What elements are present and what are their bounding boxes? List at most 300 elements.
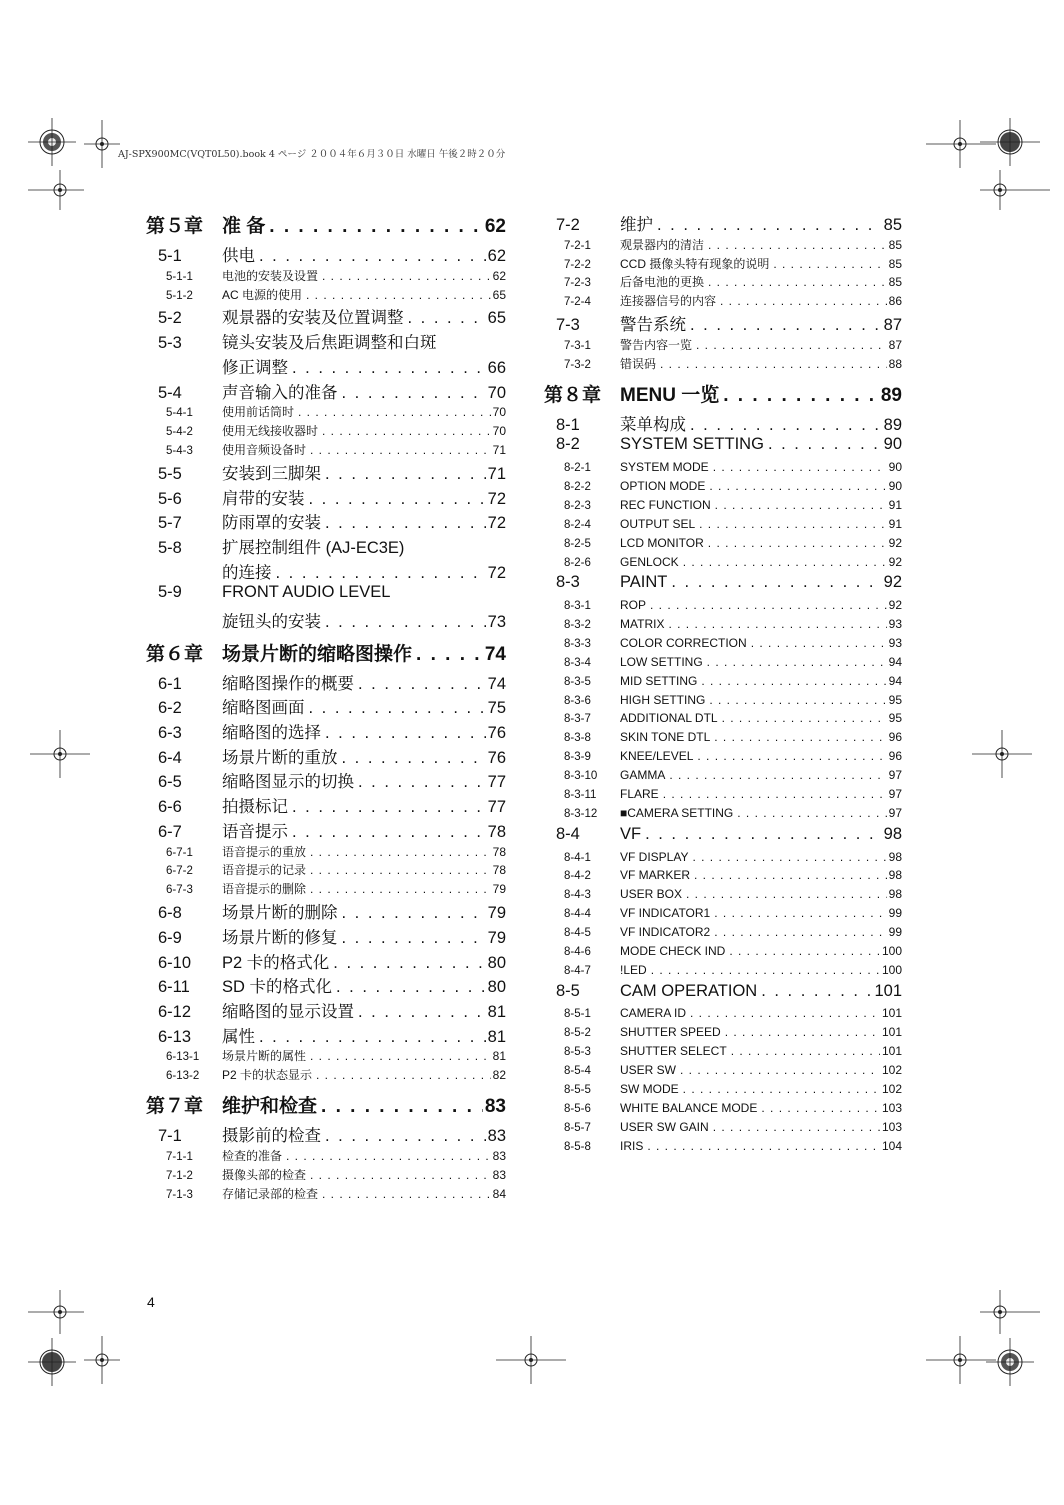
toc-entry-page: 104 — [881, 1138, 902, 1153]
toc-sub-entry[interactable] — [544, 636, 902, 655]
toc-entry-number: 6-10 — [158, 953, 192, 972]
toc-entry-page: 101 — [881, 1044, 902, 1059]
toc-leader-dots — [692, 850, 886, 864]
toc-section-entry[interactable] — [544, 825, 902, 850]
toc-sub-entry[interactable] — [544, 906, 902, 925]
toc-entry-number: 8-3-1 — [564, 600, 591, 613]
toc-entry-page: 85 — [888, 256, 902, 271]
toc-entry-page: 93 — [888, 635, 902, 650]
toc-entry-title: VF INDICATOR1 — [620, 906, 711, 921]
toc-sub-entry[interactable] — [544, 517, 902, 536]
toc-chapter-entry[interactable] — [146, 1091, 506, 1122]
toc-section-entry[interactable] — [146, 608, 506, 633]
toc-entry-title: 使用音频设备时 — [222, 443, 307, 457]
toc-section-entry[interactable] — [146, 242, 506, 267]
toc-entry-page: 92 — [888, 554, 902, 569]
toc-leader-dots — [690, 316, 882, 335]
toc-entry-title: USER SW — [620, 1063, 677, 1078]
toc-section-entry[interactable] — [146, 1122, 506, 1147]
toc-leader-dots — [761, 982, 872, 1001]
toc-leader-dots — [292, 823, 486, 842]
toc-entry-number: 5-1 — [158, 247, 182, 265]
toc-entry-page: 78 — [492, 844, 506, 859]
toc-leader-dots — [651, 963, 880, 977]
toc-sub-entry[interactable] — [146, 441, 506, 460]
toc-sub-entry[interactable] — [544, 674, 902, 693]
toc-entry-page: 71 — [492, 443, 506, 457]
toc-section-entry[interactable] — [146, 485, 506, 510]
toc-entry-page: 70 — [487, 383, 506, 402]
toc-leader-dots — [358, 773, 486, 792]
toc-chapter-entry[interactable] — [544, 380, 902, 411]
toc-leader-dots — [286, 1149, 491, 1163]
toc-entry-title: PAINT — [620, 573, 668, 592]
toc-leader-dots — [358, 1003, 486, 1022]
toc-entry-number: 6-12 — [158, 1002, 192, 1021]
toc-entry-title: P2 卡的状态显示 — [222, 1068, 313, 1083]
toc-entry-number: 8-1 — [556, 415, 580, 434]
toc-entry-number: 8-3-7 — [564, 713, 591, 726]
toc-sub-entry[interactable] — [544, 1044, 902, 1063]
crop-mark-icon — [84, 120, 120, 168]
toc-sub-entry[interactable] — [146, 861, 506, 880]
toc-sub-entry[interactable] — [146, 880, 506, 899]
toc-entry-number: 6-1 — [158, 674, 182, 693]
toc-sub-entry[interactable] — [544, 1025, 902, 1044]
toc-entry-page: 92 — [883, 573, 902, 592]
toc-leader-dots — [707, 655, 887, 669]
toc-sub-entry[interactable] — [544, 730, 902, 749]
toc-leader-dots — [714, 730, 886, 744]
registration-mark-icon — [980, 118, 1050, 210]
toc-sub-entry[interactable] — [544, 787, 902, 806]
toc-section-entry[interactable] — [146, 354, 506, 379]
toc-entry-number: 6-5 — [158, 773, 182, 792]
toc-entry-title: OUTPUT SEL — [620, 516, 696, 531]
toc-entry-title: !LED — [620, 962, 647, 977]
toc-entry-title: SYSTEM SETTING — [620, 435, 764, 454]
toc-sub-entry[interactable] — [544, 1139, 902, 1158]
toc-leader-dots — [342, 749, 486, 768]
toc-sub-entry[interactable] — [544, 1063, 902, 1082]
toc-sub-entry[interactable] — [544, 655, 902, 674]
toc-section-entry[interactable] — [146, 534, 506, 559]
toc-entry-page: 96 — [888, 730, 902, 745]
toc-entry-number: 8-5-7 — [564, 1121, 591, 1134]
toc-section-entry[interactable] — [146, 793, 506, 818]
toc-entry-page: 92 — [888, 535, 902, 550]
toc-entry-page: 83 — [492, 1148, 506, 1163]
toc-entry-page: 101 — [881, 1006, 902, 1021]
toc-section-entry[interactable] — [146, 694, 506, 719]
toc-entry-number: 8-4-2 — [564, 870, 591, 883]
toc-entry-number: 8-4-6 — [564, 945, 591, 958]
toc-entry-page: 70 — [492, 405, 506, 420]
toc-section-entry[interactable] — [146, 924, 506, 949]
toc-sub-entry[interactable] — [146, 1166, 506, 1185]
toc-leader-dots — [663, 787, 887, 801]
toc-sub-entry[interactable] — [146, 267, 506, 286]
toc-entry-number: 6-8 — [158, 904, 182, 923]
toc-entry-number: 8-5-6 — [564, 1102, 591, 1115]
toc-entry-page: 100 — [881, 943, 902, 958]
toc-entry-number: 8-2-4 — [564, 518, 591, 531]
toc-sub-entry[interactable] — [544, 1101, 902, 1120]
toc-entry-title: LOW SETTING — [620, 654, 703, 669]
toc-section-entry[interactable] — [544, 573, 902, 598]
toc-entry-title: FLARE — [620, 787, 659, 802]
toc-section-entry[interactable] — [544, 982, 902, 1007]
toc-leader-dots — [645, 825, 882, 844]
toc-leader-dots — [671, 573, 881, 592]
toc-entry-number: 8-3-2 — [564, 619, 591, 632]
toc-section-entry[interactable] — [544, 311, 902, 336]
toc-leader-dots — [683, 1082, 880, 1096]
toc-entry-page: 91 — [888, 497, 902, 512]
toc-sub-entry[interactable] — [146, 286, 506, 305]
toc-leader-dots — [701, 674, 886, 688]
toc-entry-number: 5-4-3 — [166, 445, 193, 457]
toc-entry-number: 8-4-7 — [564, 964, 591, 977]
toc-entry-page: 98 — [888, 849, 902, 864]
toc-entry-title: SYSTEM MODE — [620, 460, 709, 475]
toc-entry-number: 7-3-1 — [564, 339, 591, 352]
toc-entry-page: 82 — [492, 1068, 506, 1083]
toc-leader-dots — [729, 944, 880, 958]
toc-entry-page: 96 — [888, 749, 902, 764]
toc-entry-number: 8-3-3 — [564, 637, 591, 650]
toc-entry-number: 8-2-3 — [564, 499, 591, 512]
toc-leader-dots — [773, 257, 886, 271]
toc-leader-dots — [647, 1139, 880, 1153]
toc-entry-title: 镜头安装及后焦距调整和白斑 — [222, 334, 437, 353]
toc-section-entry[interactable] — [146, 744, 506, 769]
toc-entry-number: 8-2-6 — [564, 556, 591, 569]
toc-leader-dots — [680, 1063, 880, 1077]
toc-entry-number: 6-13 — [158, 1027, 192, 1046]
toc-leader-dots — [321, 1096, 483, 1118]
toc-leader-dots — [325, 613, 486, 632]
toc-sub-entry[interactable] — [544, 1006, 902, 1025]
toc-entry-title: CAM OPERATION — [620, 981, 758, 1000]
toc-entry-title: 语音提示 — [222, 822, 288, 841]
toc-entry-page: 75 — [487, 699, 506, 718]
toc-entry-title: 维护和检查 — [222, 1096, 318, 1118]
toc-entry-number: 7-1 — [158, 1127, 182, 1146]
toc-leader-dots — [322, 1187, 491, 1201]
toc-entry-title: CCD 摄像头特有现象的说明 — [620, 256, 770, 271]
toc-sub-entry[interactable] — [544, 598, 902, 617]
toc-column-left — [146, 211, 506, 1203]
toc-entry-title: MID SETTING — [620, 673, 698, 688]
toc-sub-entry[interactable] — [544, 479, 902, 498]
toc-entry-title: SD 卡的格式化 — [222, 978, 333, 997]
toc-entry-title: 观景器内的清洁 — [620, 237, 705, 252]
toc-entry-number: 6-7-3 — [166, 884, 193, 897]
toc-entry-title: 属性 — [222, 1027, 255, 1046]
toc-entry-number: 5-1-1 — [166, 270, 193, 283]
toc-sub-entry[interactable] — [544, 336, 902, 355]
toc-entry-title: 检查的准备 — [222, 1148, 283, 1163]
toc-leader-dots — [322, 269, 491, 283]
toc-leader-dots — [696, 338, 887, 352]
toc-chapter-entry[interactable] — [146, 211, 506, 242]
toc-sub-entry[interactable] — [146, 1066, 506, 1085]
toc-entry-page: 101 — [874, 981, 902, 1000]
toc-entry-title: 连接器信号的内容 — [620, 294, 717, 309]
toc-entry-title: 缩略图画面 — [222, 699, 305, 718]
toc-leader-dots — [725, 1025, 880, 1039]
toc-sub-entry[interactable] — [544, 555, 902, 574]
toc-leader-dots — [694, 868, 887, 882]
toc-entry-page: 78 — [487, 822, 506, 841]
toc-sub-entry[interactable] — [544, 850, 902, 869]
toc-entry-page: 83 — [484, 1096, 506, 1118]
toc-entry-number: 6-7-1 — [166, 846, 193, 859]
toc-entry-title: IRIS — [620, 1138, 644, 1153]
toc-entry-page: 74 — [487, 674, 506, 693]
toc-sub-entry[interactable] — [544, 711, 902, 730]
toc-sub-entry[interactable] — [146, 1185, 506, 1204]
toc-entry-number: 6-11 — [158, 978, 190, 997]
toc-section-entry[interactable] — [146, 768, 506, 793]
toc-section-entry[interactable] — [544, 435, 902, 460]
toc-entry-page: 92 — [888, 598, 902, 613]
toc-leader-dots — [690, 1006, 880, 1020]
toc-entry-page: 103 — [881, 1100, 902, 1115]
crop-mark-icon — [496, 1336, 566, 1384]
toc-sub-entry[interactable] — [544, 255, 902, 274]
toc-leader-dots — [408, 309, 486, 328]
toc-leader-dots — [342, 384, 486, 403]
toc-entry-number: 7-1-2 — [166, 1169, 193, 1182]
toc-sub-entry[interactable] — [544, 292, 902, 311]
toc-entry-page: 102 — [881, 1063, 902, 1078]
toc-section-entry[interactable] — [146, 973, 506, 998]
toc-leader-dots — [731, 1044, 880, 1058]
toc-entry-title: 语音提示的删除 — [222, 882, 307, 897]
toc-entry-page: 76 — [487, 748, 506, 767]
toc-entry-title: COLOR CORRECTION — [620, 635, 747, 650]
page-number: 4 — [147, 1294, 155, 1310]
toc-entry-page: 91 — [888, 516, 902, 531]
toc-entry-title: 缩略图的显示设置 — [222, 1002, 354, 1021]
toc-section-entry[interactable] — [146, 559, 506, 584]
toc-entry-title: SW MODE — [620, 1081, 679, 1096]
toc-entry-page: 102 — [881, 1081, 902, 1096]
toc-entry-page: 94 — [888, 654, 902, 669]
toc-leader-dots — [306, 288, 491, 302]
toc-sub-entry[interactable] — [544, 944, 902, 963]
toc-sub-entry[interactable] — [544, 1120, 902, 1139]
toc-sub-entry[interactable] — [146, 403, 506, 422]
toc-entry-page: 72 — [487, 514, 506, 533]
print-header-line: AJ-SPX900MC(VQT0L50).book 4 ページ ２００４年６月３０日 水曜日 午後２時２０分 — [118, 149, 506, 160]
toc-entry-page: 62 — [492, 268, 506, 283]
toc-sub-entry[interactable] — [146, 422, 506, 441]
toc-leader-dots — [668, 617, 886, 631]
toc-entry-number: 8-4-3 — [564, 889, 591, 902]
toc-section-entry[interactable] — [146, 670, 506, 695]
toc-leader-dots — [310, 1168, 491, 1182]
toc-section-entry[interactable] — [146, 509, 506, 534]
toc-entry-page: 71 — [487, 464, 506, 483]
toc-chapter-entry[interactable] — [146, 639, 506, 670]
toc-entry-page: 98 — [883, 824, 902, 843]
toc-leader-dots — [322, 424, 491, 438]
toc-entry-page: 89 — [880, 384, 902, 406]
toc-leader-dots — [714, 906, 886, 920]
toc-leader-dots — [316, 1068, 491, 1082]
toc-section-entry[interactable] — [544, 211, 902, 236]
toc-leader-dots — [768, 435, 882, 454]
toc-sub-entry[interactable] — [544, 693, 902, 712]
toc-leader-dots — [292, 359, 486, 378]
toc-entry-number: 5-7 — [158, 514, 182, 533]
toc-leader-dots — [325, 514, 486, 533]
toc-leader-dots — [709, 479, 886, 493]
toc-entry-title: SHUTTER SELECT — [620, 1044, 727, 1059]
toc-sub-entry[interactable] — [544, 887, 902, 906]
toc-entry-title: 维护 — [620, 216, 653, 234]
registration-mark-icon — [20, 118, 84, 210]
toc-entry-number: 8-3-5 — [564, 675, 591, 688]
toc-leader-dots — [708, 238, 887, 252]
toc-entry-title: 扩展控制组件 (AJ-EC3E) — [222, 538, 405, 557]
toc-leader-dots — [683, 555, 887, 569]
toc-entry-title: MODE CHECK IND — [620, 943, 726, 958]
toc-entry-number: 第５章 — [146, 216, 204, 237]
toc-sub-entry[interactable] — [544, 806, 902, 825]
toc-leader-dots — [333, 954, 485, 973]
crop-mark-icon — [84, 1336, 120, 1384]
toc-sub-entry[interactable] — [146, 843, 506, 862]
toc-section-entry[interactable] — [146, 818, 506, 843]
toc-sub-entry[interactable] — [544, 1082, 902, 1101]
toc-entry-title: CAMERA ID — [620, 1006, 687, 1021]
toc-section-entry[interactable] — [146, 329, 506, 354]
toc-leader-dots — [650, 598, 887, 612]
toc-leader-dots — [309, 699, 486, 718]
toc-entry-title: 场景片断的删除 — [222, 904, 338, 923]
toc-leader-dots — [720, 294, 887, 308]
toc-entry-title: 警告系统 — [620, 316, 686, 335]
toc-section-entry[interactable] — [146, 719, 506, 744]
toc-sub-entry[interactable] — [146, 1047, 506, 1066]
toc-entry-page: 81 — [487, 1002, 506, 1021]
toc-sub-entry[interactable] — [146, 1147, 506, 1166]
toc-entry-number: 6-3 — [158, 724, 182, 743]
toc-entry-title: GENLOCK — [620, 554, 679, 569]
toc-section-entry[interactable] — [544, 411, 902, 436]
toc-sub-entry[interactable] — [544, 498, 902, 517]
toc-leader-dots — [336, 978, 486, 997]
toc-entry-number: 8-2-1 — [564, 462, 591, 475]
toc-entry-number: 5-3 — [158, 334, 182, 353]
toc-entry-number: 6-6 — [158, 798, 182, 817]
toc-leader-dots — [325, 1127, 486, 1146]
toc-sub-entry[interactable] — [544, 768, 902, 787]
toc-leader-dots — [358, 675, 486, 694]
toc-entry-page: 66 — [487, 358, 506, 377]
toc-entry-number: 8-3 — [556, 573, 580, 592]
toc-sub-entry[interactable] — [544, 236, 902, 255]
toc-leader-dots — [298, 405, 491, 419]
toc-entry-number: 5-8 — [158, 538, 182, 557]
toc-entry-page: 77 — [487, 773, 506, 792]
toc-section-entry[interactable] — [146, 899, 506, 924]
toc-section-entry[interactable] — [146, 460, 506, 485]
toc-entry-title: 缩略图操作的概要 — [222, 674, 354, 693]
toc-section-entry[interactable] — [146, 379, 506, 404]
toc-entry-page: 88 — [888, 356, 902, 371]
toc-entry-title: 场景片断的属性 — [222, 1049, 307, 1064]
toc-entry-page: 99 — [888, 906, 902, 921]
toc-leader-dots — [660, 357, 887, 371]
toc-leader-dots — [669, 768, 886, 782]
toc-entry-title: 菜单构成 — [620, 415, 686, 434]
toc-leader-dots — [714, 925, 886, 939]
toc-entry-page: 93 — [888, 617, 902, 632]
toc-entry-title: 旋钮头的安装 — [222, 613, 321, 632]
toc-entry-title: HIGH SETTING — [620, 692, 706, 707]
toc-entry-title: ■CAMERA SETTING — [620, 805, 734, 820]
toc-entry-title: 错误码 — [620, 356, 657, 371]
toc-entry-number: 7-2-3 — [564, 277, 591, 290]
toc-entry-page: 97 — [888, 768, 902, 783]
toc-entry-title: 语音提示的记录 — [222, 863, 307, 878]
toc-leader-dots — [722, 711, 887, 725]
toc-entry-number: 8-3-6 — [564, 694, 591, 707]
toc-entry-title: MENU 一览 — [620, 384, 720, 406]
toc-entry-number: 8-3-8 — [564, 732, 591, 745]
toc-sub-entry[interactable] — [544, 460, 902, 479]
toc-entry-number: 8-3-4 — [564, 656, 591, 669]
toc-entry-title: 缩略图的选择 — [222, 724, 321, 743]
toc-entry-page: 79 — [487, 904, 506, 923]
toc-sub-entry[interactable] — [544, 536, 902, 555]
toc-entry-number: 6-13-1 — [166, 1051, 200, 1064]
toc-sub-entry[interactable] — [544, 749, 902, 768]
toc-sub-entry[interactable] — [544, 273, 902, 292]
toc-leader-dots — [309, 490, 486, 509]
toc-sub-entry[interactable] — [544, 617, 902, 636]
toc-entry-title: 场景片断的缩略图操作 — [222, 643, 413, 665]
toc-entry-page: 97 — [888, 787, 902, 802]
toc-entry-number: 6-9 — [158, 928, 182, 947]
toc-section-entry[interactable] — [146, 304, 506, 329]
toc-section-entry[interactable] — [146, 998, 506, 1023]
toc-entry-number: 第８章 — [544, 384, 602, 406]
toc-sub-entry[interactable] — [544, 925, 902, 944]
toc-section-entry[interactable] — [146, 583, 506, 608]
toc-entry-number: 7-2-1 — [564, 239, 591, 252]
toc-entry-title: OPTION MODE — [620, 478, 706, 493]
toc-entry-title: 存储记录部的检查 — [222, 1186, 319, 1201]
toc-sub-entry[interactable] — [544, 963, 902, 982]
toc-entry-number: 7-1-1 — [166, 1150, 193, 1163]
toc-entry-page: 97 — [888, 805, 902, 820]
toc-entry-page: 83 — [487, 1127, 506, 1146]
toc-sub-entry[interactable] — [544, 868, 902, 887]
toc-entry-title: REC FUNCTION — [620, 497, 711, 512]
toc-entry-page: 86 — [888, 294, 902, 309]
toc-sub-entry[interactable] — [544, 355, 902, 374]
toc-section-entry[interactable] — [146, 1023, 506, 1048]
toc-entry-title: 语音提示的重放 — [222, 844, 307, 859]
toc-section-entry[interactable] — [146, 949, 506, 974]
toc-leader-dots — [690, 416, 882, 435]
